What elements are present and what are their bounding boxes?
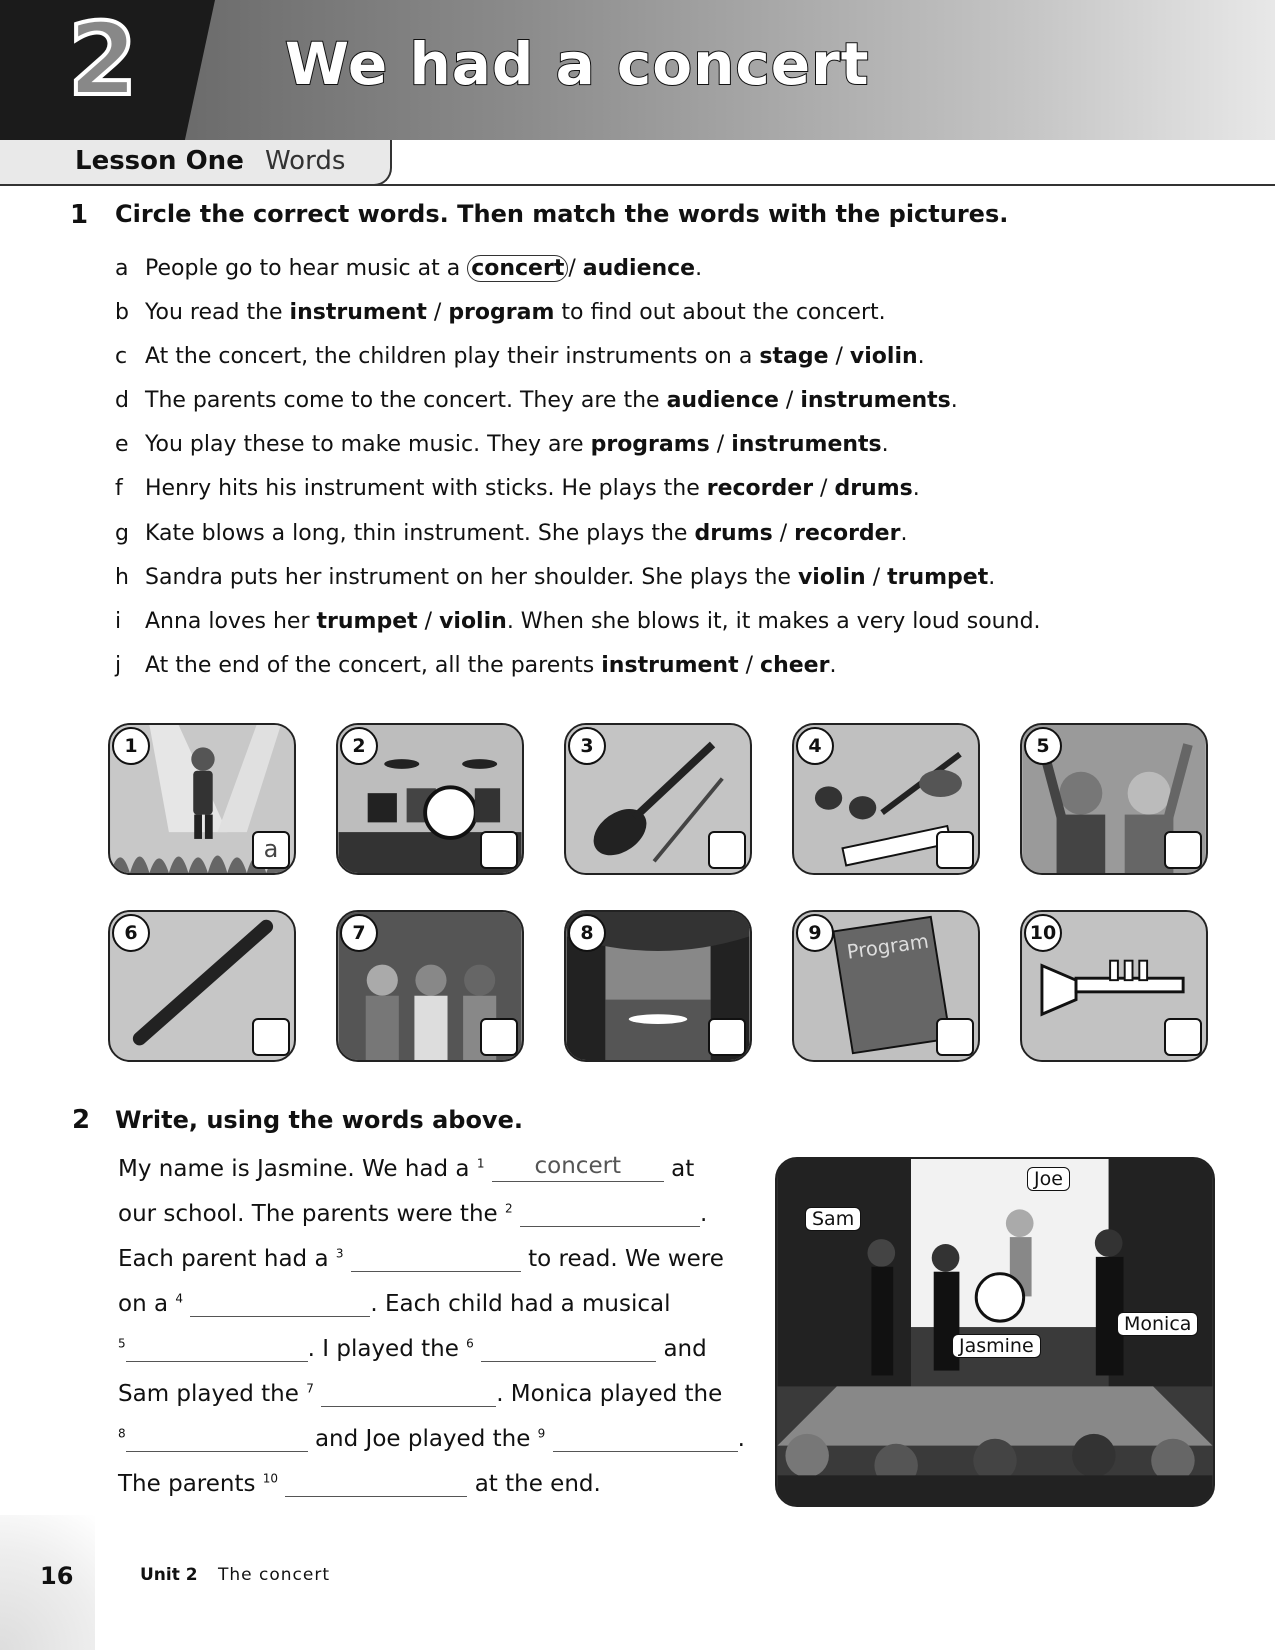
paragraph-line-4: on a $^4$ . Each child had a musical <box>118 1288 671 1317</box>
word-option-1[interactable]: concert <box>467 255 568 282</box>
sentence-letter: j <box>115 653 122 678</box>
answer-box-9[interactable] <box>936 1018 974 1056</box>
word-option-2[interactable]: drums <box>834 476 913 501</box>
word-option-2[interactable]: recorder <box>794 521 901 546</box>
option-separator: / <box>568 256 583 281</box>
blank-9[interactable] <box>553 1423 738 1452</box>
word-option-1[interactable]: stage <box>759 344 829 369</box>
word-option-2[interactable]: violin <box>849 344 918 369</box>
sentence-text: . When she blows it, it makes a very loud sound. <box>506 609 1041 634</box>
blank-8[interactable] <box>126 1423 308 1452</box>
word-option-1[interactable]: instrument <box>601 653 739 678</box>
paragraph-line-2: our school. The parents were the $^2$ . <box>118 1198 707 1227</box>
sentence-c <box>115 344 1115 369</box>
sentence-letter: b <box>115 300 129 325</box>
sentence-text: to find out about the concert. <box>554 300 886 325</box>
picture-number: 8 <box>568 914 606 952</box>
option-separator: / <box>709 432 732 457</box>
picture-number: 3 <box>568 727 606 765</box>
word-option-1[interactable]: programs <box>590 432 710 457</box>
sentence-text: . <box>988 565 996 590</box>
answer-box-4[interactable] <box>936 831 974 869</box>
sentence-letter: i <box>115 609 122 634</box>
sentence-letter: g <box>115 521 129 546</box>
picture-trumpet <box>1020 910 1208 1062</box>
sentence-b <box>115 300 1115 325</box>
picture-number: 4 <box>796 727 834 765</box>
sentence-e <box>115 432 1115 457</box>
word-option-1[interactable]: recorder <box>706 476 814 501</box>
sentence-text: . <box>695 256 703 281</box>
picture-drums <box>336 723 524 875</box>
sentence-letter: h <box>115 565 129 590</box>
sentence-text: Sandra puts her instrument on her shoulder. She plays the <box>145 565 798 590</box>
answer-box-8[interactable] <box>708 1018 746 1056</box>
program-cover-text: Program <box>845 929 931 964</box>
option-separator: / <box>417 609 440 634</box>
word-option-2[interactable]: violin <box>439 609 507 634</box>
sentence-letter: e <box>115 432 129 457</box>
blank-6[interactable] <box>481 1333 656 1362</box>
sentence-text: . <box>881 432 889 457</box>
picture-cheering-kids <box>1020 723 1208 875</box>
paragraph-line-1: My name is Jasmine. We had a $^1$ concert at <box>118 1153 695 1182</box>
option-separator: / <box>426 300 449 325</box>
blank-7[interactable] <box>321 1378 496 1407</box>
footer-topic: The concert <box>218 1565 331 1585</box>
sentence-letter: c <box>115 344 128 369</box>
sentence-text: . <box>912 476 920 501</box>
name-tag-monica: Monica <box>1117 1312 1198 1336</box>
word-option-2[interactable]: cheer <box>760 653 830 678</box>
option-separator: / <box>865 565 888 590</box>
paragraph-line-3: Each parent had a $^3$ to read. We were <box>118 1243 724 1272</box>
picture-number: 7 <box>340 914 378 952</box>
word-option-1[interactable]: instrument <box>289 300 427 325</box>
sentence-text: The parents come to the concert. They are the <box>145 388 667 413</box>
word-option-1[interactable]: drums <box>694 521 773 546</box>
sentence-text: At the concert, the children play their instruments on a <box>145 344 760 369</box>
picture-stage <box>564 910 752 1062</box>
word-option-1[interactable]: trumpet <box>316 609 418 634</box>
unit-number: 2 <box>68 1 138 118</box>
sentence-text: You play these to make music. They are <box>145 432 591 457</box>
sentence-letter: f <box>115 476 123 501</box>
picture-number: 5 <box>1024 727 1062 765</box>
word-option-1[interactable]: violin <box>797 565 866 590</box>
paragraph-line-7: $^8$ and Joe played the $^9$ . <box>118 1423 745 1452</box>
blank-10[interactable] <box>285 1468 467 1497</box>
exercise-2-number: 2 <box>72 1105 91 1135</box>
sentence-text: . <box>829 653 837 678</box>
blank-1[interactable]: concert <box>492 1153 664 1182</box>
word-option-2[interactable]: trumpet <box>887 565 989 590</box>
picture-number: 2 <box>340 727 378 765</box>
picture-program <box>792 910 980 1062</box>
lesson-subtitle: Words <box>265 146 346 176</box>
name-tag-jasmine: Jasmine <box>952 1334 1041 1358</box>
picture-number: 10 <box>1024 914 1062 952</box>
exercise-1-instruction: Circle the correct words. Then match the words with the pictures. <box>115 200 1009 228</box>
exercise-2-instruction: Write, using the words above. <box>115 1106 523 1134</box>
answer-box-3[interactable] <box>708 831 746 869</box>
sentence-text: People go to hear music at a <box>145 256 468 281</box>
answer-box-7[interactable] <box>480 1018 518 1056</box>
option-separator: / <box>778 388 801 413</box>
picture-number: 1 <box>112 727 150 765</box>
lesson-label: Lesson One <box>75 146 244 176</box>
sentence-h <box>115 565 1115 590</box>
word-option-2[interactable]: instruments <box>800 388 951 413</box>
paragraph-line-8: The parents $^{10}$ at the end. <box>118 1468 601 1497</box>
picture-recorder <box>108 910 296 1062</box>
page-number: 16 <box>40 1562 74 1590</box>
word-option-2[interactable]: instruments <box>731 432 882 457</box>
sentence-d <box>115 388 1115 413</box>
picture-number: 6 <box>112 914 150 952</box>
answer-box-5[interactable] <box>1164 831 1202 869</box>
word-option-1[interactable]: audience <box>666 388 779 413</box>
blank-2[interactable] <box>520 1198 700 1227</box>
word-option-2[interactable]: audience <box>582 256 696 281</box>
answer-box-6[interactable] <box>252 1018 290 1056</box>
option-separator: / <box>813 476 835 501</box>
sentence-text: Anna loves her <box>145 609 317 634</box>
page-title: We had a concert <box>285 30 870 98</box>
name-tag-joe: Joe <box>1027 1167 1070 1191</box>
picture-audience <box>336 910 524 1062</box>
sentence-text: At the end of the concert, all the parents <box>145 653 602 678</box>
header-rule <box>0 184 1275 186</box>
picture-violin <box>564 723 752 875</box>
sentence-text: Kate blows a long, thin instrument. She plays the <box>145 521 695 546</box>
sentence-text: . <box>917 344 925 369</box>
sentence-j <box>115 653 1115 678</box>
picture-number: 9 <box>796 914 834 952</box>
picture-instruments <box>792 723 980 875</box>
option-separator: / <box>828 344 850 369</box>
sentence-text: You read the <box>145 300 290 325</box>
paragraph-line-6: Sam played the $^7$ . Monica played the <box>118 1378 722 1407</box>
blank-3[interactable] <box>351 1243 521 1272</box>
picture-singer <box>108 723 296 875</box>
sentence-letter: a <box>115 256 129 281</box>
paragraph-line-5: $^5$ . I played the $^6$ and <box>118 1333 707 1362</box>
answer-box-10[interactable] <box>1164 1018 1202 1056</box>
blank-4[interactable] <box>190 1288 370 1317</box>
answer-box-1[interactable]: a <box>252 831 290 869</box>
sentence-g <box>115 521 1115 546</box>
sentence-text: . <box>900 521 908 546</box>
sentence-letter: d <box>115 388 129 413</box>
answer-box-2[interactable] <box>480 831 518 869</box>
word-option-2[interactable]: program <box>448 300 555 325</box>
name-tag-sam: Sam <box>805 1207 861 1231</box>
sentence-i <box>115 609 1115 634</box>
blank-5[interactable] <box>126 1333 308 1362</box>
sentence-a <box>115 256 1115 281</box>
exercise-1-number: 1 <box>70 200 89 230</box>
footer-unit: Unit 2 <box>140 1565 198 1585</box>
sentence-f <box>115 476 1115 501</box>
concert-scene-picture <box>775 1157 1215 1507</box>
sentence-text: . <box>950 388 958 413</box>
option-separator: / <box>772 521 795 546</box>
sentence-text: Henry hits his instrument with sticks. He plays the <box>145 476 707 501</box>
option-separator: / <box>738 653 761 678</box>
